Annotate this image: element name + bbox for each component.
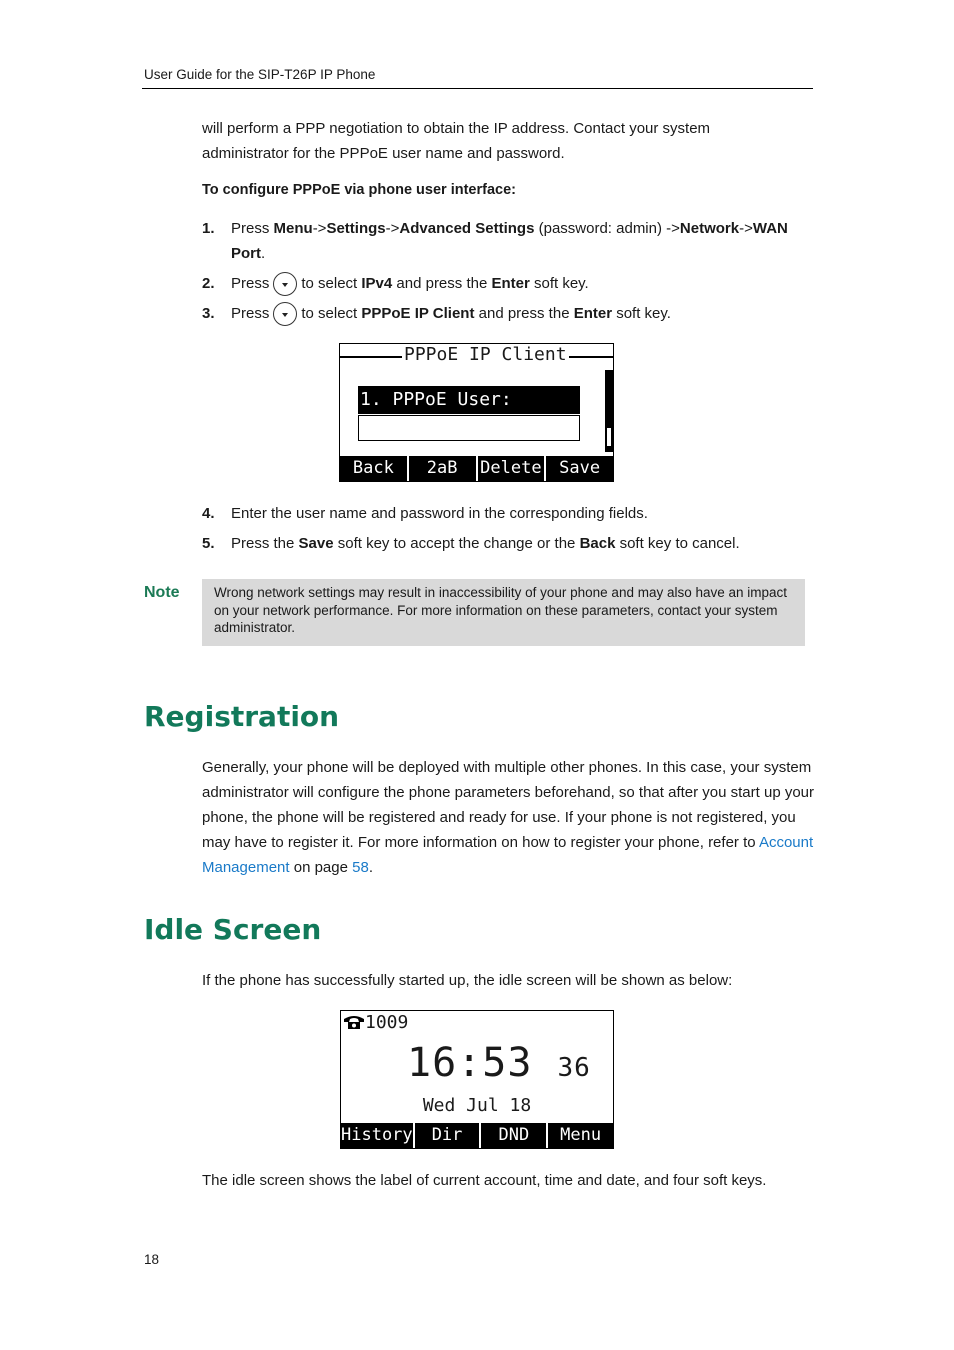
lcd-input-field — [358, 415, 580, 441]
step-text-part: Press — [231, 305, 270, 322]
step-text-part: and press the — [474, 305, 574, 322]
step-3 — [202, 301, 814, 329]
ipv4-label: IPv4 — [361, 275, 393, 292]
step-text-part: soft key. — [612, 305, 671, 322]
step-4 — [202, 501, 814, 526]
page-number: 18 — [144, 1252, 160, 1267]
softkey-history: History — [341, 1123, 415, 1148]
step-number: 2. — [202, 275, 215, 292]
step-2 — [202, 271, 814, 299]
note-box: Wrong network settings may result in inaccessibility of your phone and may also have an impact on your network performance. For more information on these parameters, contact your system administrator. — [202, 579, 805, 646]
clock-seconds: 36 — [557, 1053, 591, 1083]
wan-port-label: WAN Port — [231, 220, 788, 262]
note-label: Note — [144, 584, 180, 601]
enter-key-label: Enter — [573, 305, 613, 322]
softkey-dnd: DND — [481, 1123, 548, 1148]
intro-line-2: administrator for the PPPoE user name and password. — [202, 145, 565, 162]
menu-key-label: Menu — [273, 220, 313, 237]
step-text-part: Press the — [231, 535, 299, 552]
network-label: Network — [679, 220, 740, 237]
account-management-link[interactable]: Account Management — [202, 834, 814, 876]
step-text-part: . — [261, 245, 266, 262]
header-rule — [142, 88, 813, 89]
step-number: 5. — [202, 535, 215, 552]
idle-screen-heading: Idle Screen — [144, 913, 322, 946]
registration-text: on page — [289, 859, 353, 876]
step-text-part: soft key to accept the change or the — [333, 535, 580, 552]
step-text-part: Press — [231, 275, 270, 292]
lcd-selected-item: 1. PPPoE User: — [358, 386, 580, 414]
registration-paragraph — [202, 755, 814, 880]
step-text-part: and press the — [392, 275, 492, 292]
step-text-part: soft key to cancel. — [615, 535, 740, 552]
step-text-part: Press — [231, 220, 274, 237]
idle-outro: The idle screen shows the label of current account, time and date, and four soft keys. — [202, 1172, 767, 1189]
registration-text: . — [368, 859, 373, 876]
lcd-account-line — [343, 1011, 408, 1035]
softkey-menu: Menu — [560, 1125, 602, 1145]
step-text-part: -> — [312, 220, 327, 237]
clock-time — [407, 1041, 591, 1090]
softkey-delete: Delete — [478, 456, 547, 481]
step-text: Enter the user name and password in the corresponding fields. — [231, 505, 648, 522]
intro-line-1: will perform a PPP negotiation to obtain the IP address. Contact your system — [202, 120, 711, 137]
lcd-title: PPPoE IP Client — [404, 344, 567, 365]
step-text-part: (password: admin) -> — [534, 220, 680, 237]
lcd-softkey-bar — [341, 1123, 613, 1148]
registration-text: Generally, your phone will be deployed with multiple other phones. In this case, your system administrator will configure the phone parameters beforehand, so that after you start up your phone, the phone will be registered and ready for use. If your phone is not registered, you may have to register it. For more information on how to register your phone, refer to — [202, 759, 815, 851]
step-text — [231, 301, 811, 326]
step-text — [231, 531, 811, 556]
lcd-softkey-bar — [340, 456, 613, 481]
navigation-down-key-icon — [273, 272, 297, 296]
save-key-label: Save — [298, 535, 334, 552]
page-58-link[interactable]: 58 — [352, 859, 369, 876]
step-text-part: -> — [739, 220, 753, 237]
procedure-title: To configure PPPoE via phone user interface: — [202, 182, 516, 198]
step-5 — [202, 531, 814, 556]
step-number: 1. — [202, 220, 215, 237]
lcd-scrollbar — [605, 370, 613, 452]
running-header: User Guide for the SIP-T26P IP Phone — [144, 67, 376, 82]
idle-intro: If the phone has successfully started up, the idle screen will be shown as below: — [202, 972, 733, 989]
back-key-label: Back — [579, 535, 616, 552]
step-number: 3. — [202, 305, 215, 322]
step-text — [231, 271, 811, 296]
phone-handset-icon — [343, 1014, 365, 1030]
advanced-settings-label: Advanced Settings — [399, 220, 535, 237]
step-text-part: to select — [301, 305, 362, 322]
idle-lcd-screen — [340, 1010, 614, 1149]
step-text — [231, 216, 811, 266]
step-text-part: soft key. — [529, 275, 589, 292]
pppoe-lcd-screen — [339, 343, 614, 482]
softkey-directory: Dir — [415, 1123, 482, 1148]
softkey-save: Save — [559, 458, 601, 478]
softkey-input-mode: 2aB — [409, 456, 478, 481]
clock-date: Wed Jul 18 — [422, 1095, 532, 1116]
enter-key-label: Enter — [491, 275, 530, 292]
clock-hours-minutes: 16:53 — [407, 1040, 533, 1086]
softkey-back: Back — [340, 456, 409, 481]
pppoe-ip-client-label: PPPoE IP Client — [361, 305, 475, 322]
step-text-part: to select — [301, 275, 362, 292]
step-text-part: -> — [385, 220, 400, 237]
navigation-down-key-icon — [273, 302, 297, 326]
intro-paragraph — [202, 116, 814, 166]
step-1 — [202, 216, 814, 266]
registration-heading: Registration — [144, 700, 340, 733]
settings-label: Settings — [326, 220, 386, 237]
step-number: 4. — [202, 505, 215, 522]
account-label: 1009 — [365, 1012, 409, 1033]
